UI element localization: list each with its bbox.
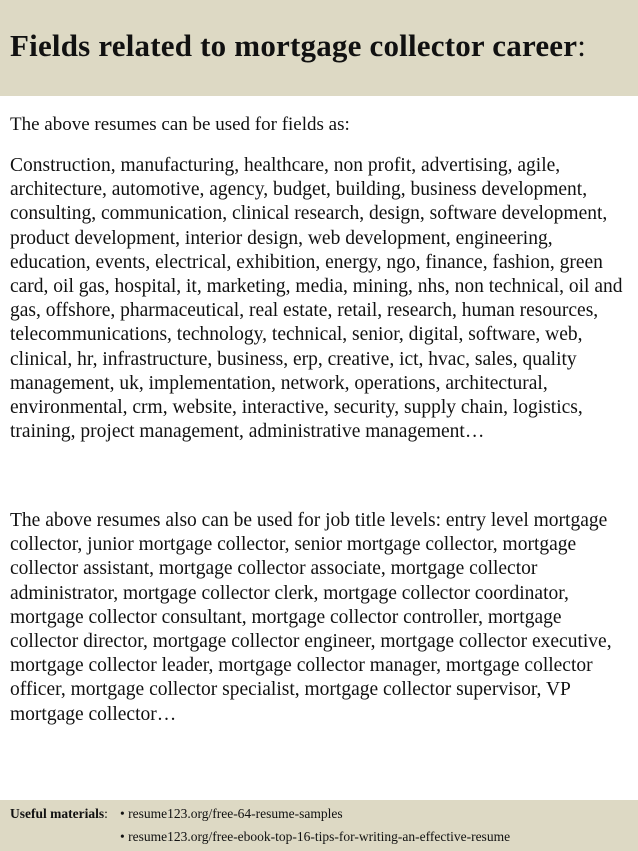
useful-materials-colon: :: [104, 806, 108, 821]
header-band: [0, 0, 638, 96]
fields-paragraph: Construction, manufacturing, healthcare, non profit, advertising, agile, architecture, automotive, agency, budget, building, business development, consulting, communication, clinical research, design, software development, product development, interior design, web development, engineering, education, events, electrical, exhibition, energy, ngo, finance, fashion, green card, oil gas, hospital, it, marketing, media, mining, nhs, non technical, oil and gas, offshore, pharmaceutical, real estate, retail, research, human resources, telecommunications, technology, technical, senior, digital, software, web, clinical, hr, infrastructure, business, erp, creative, ict, hvac, sales, quality management, uk, implementation, network, operations, architectural, environmental, crm, website, interactive, security, supply chain, logistics, training, project management, administrative management…: [10, 155, 623, 443]
page-title: [10, 28, 586, 64]
footer-band: [0, 800, 638, 851]
page-title-colon: :: [577, 28, 587, 63]
intro-text: The above resumes can be used for fields as:: [10, 114, 350, 135]
useful-materials-label: [10, 806, 108, 822]
useful-materials-label-text: Useful materials: [10, 806, 105, 821]
job-titles-paragraph: The above resumes also can be used for job title levels: entry level mortgage collector, junior mortgage collector, senior mortgage collector, mortgage collector assistant, mortgage collector associate, mortgage collector administrator, mortgage collector clerk, mortgage collector coordinator, mortgage collector consultant, mortgage collector controller, mortgage collector director, mortgage collector engineer, mortgage collector executive, mortgage collector leader, mortgage collector manager, mortgage collector officer, mortgage collector specialist, mortgage collector supervisor, VP mortgage collector…: [10, 510, 612, 725]
resource-link-resume-samples[interactable]: • resume123.org/free-64-resume-samples: [120, 806, 343, 821]
page-title-text: Fields related to mortgage collector career: [10, 28, 578, 63]
resource-link-ebook-tips[interactable]: • resume123.org/free-ebook-top-16-tips-for-writing-an-effective-resume: [120, 829, 511, 844]
